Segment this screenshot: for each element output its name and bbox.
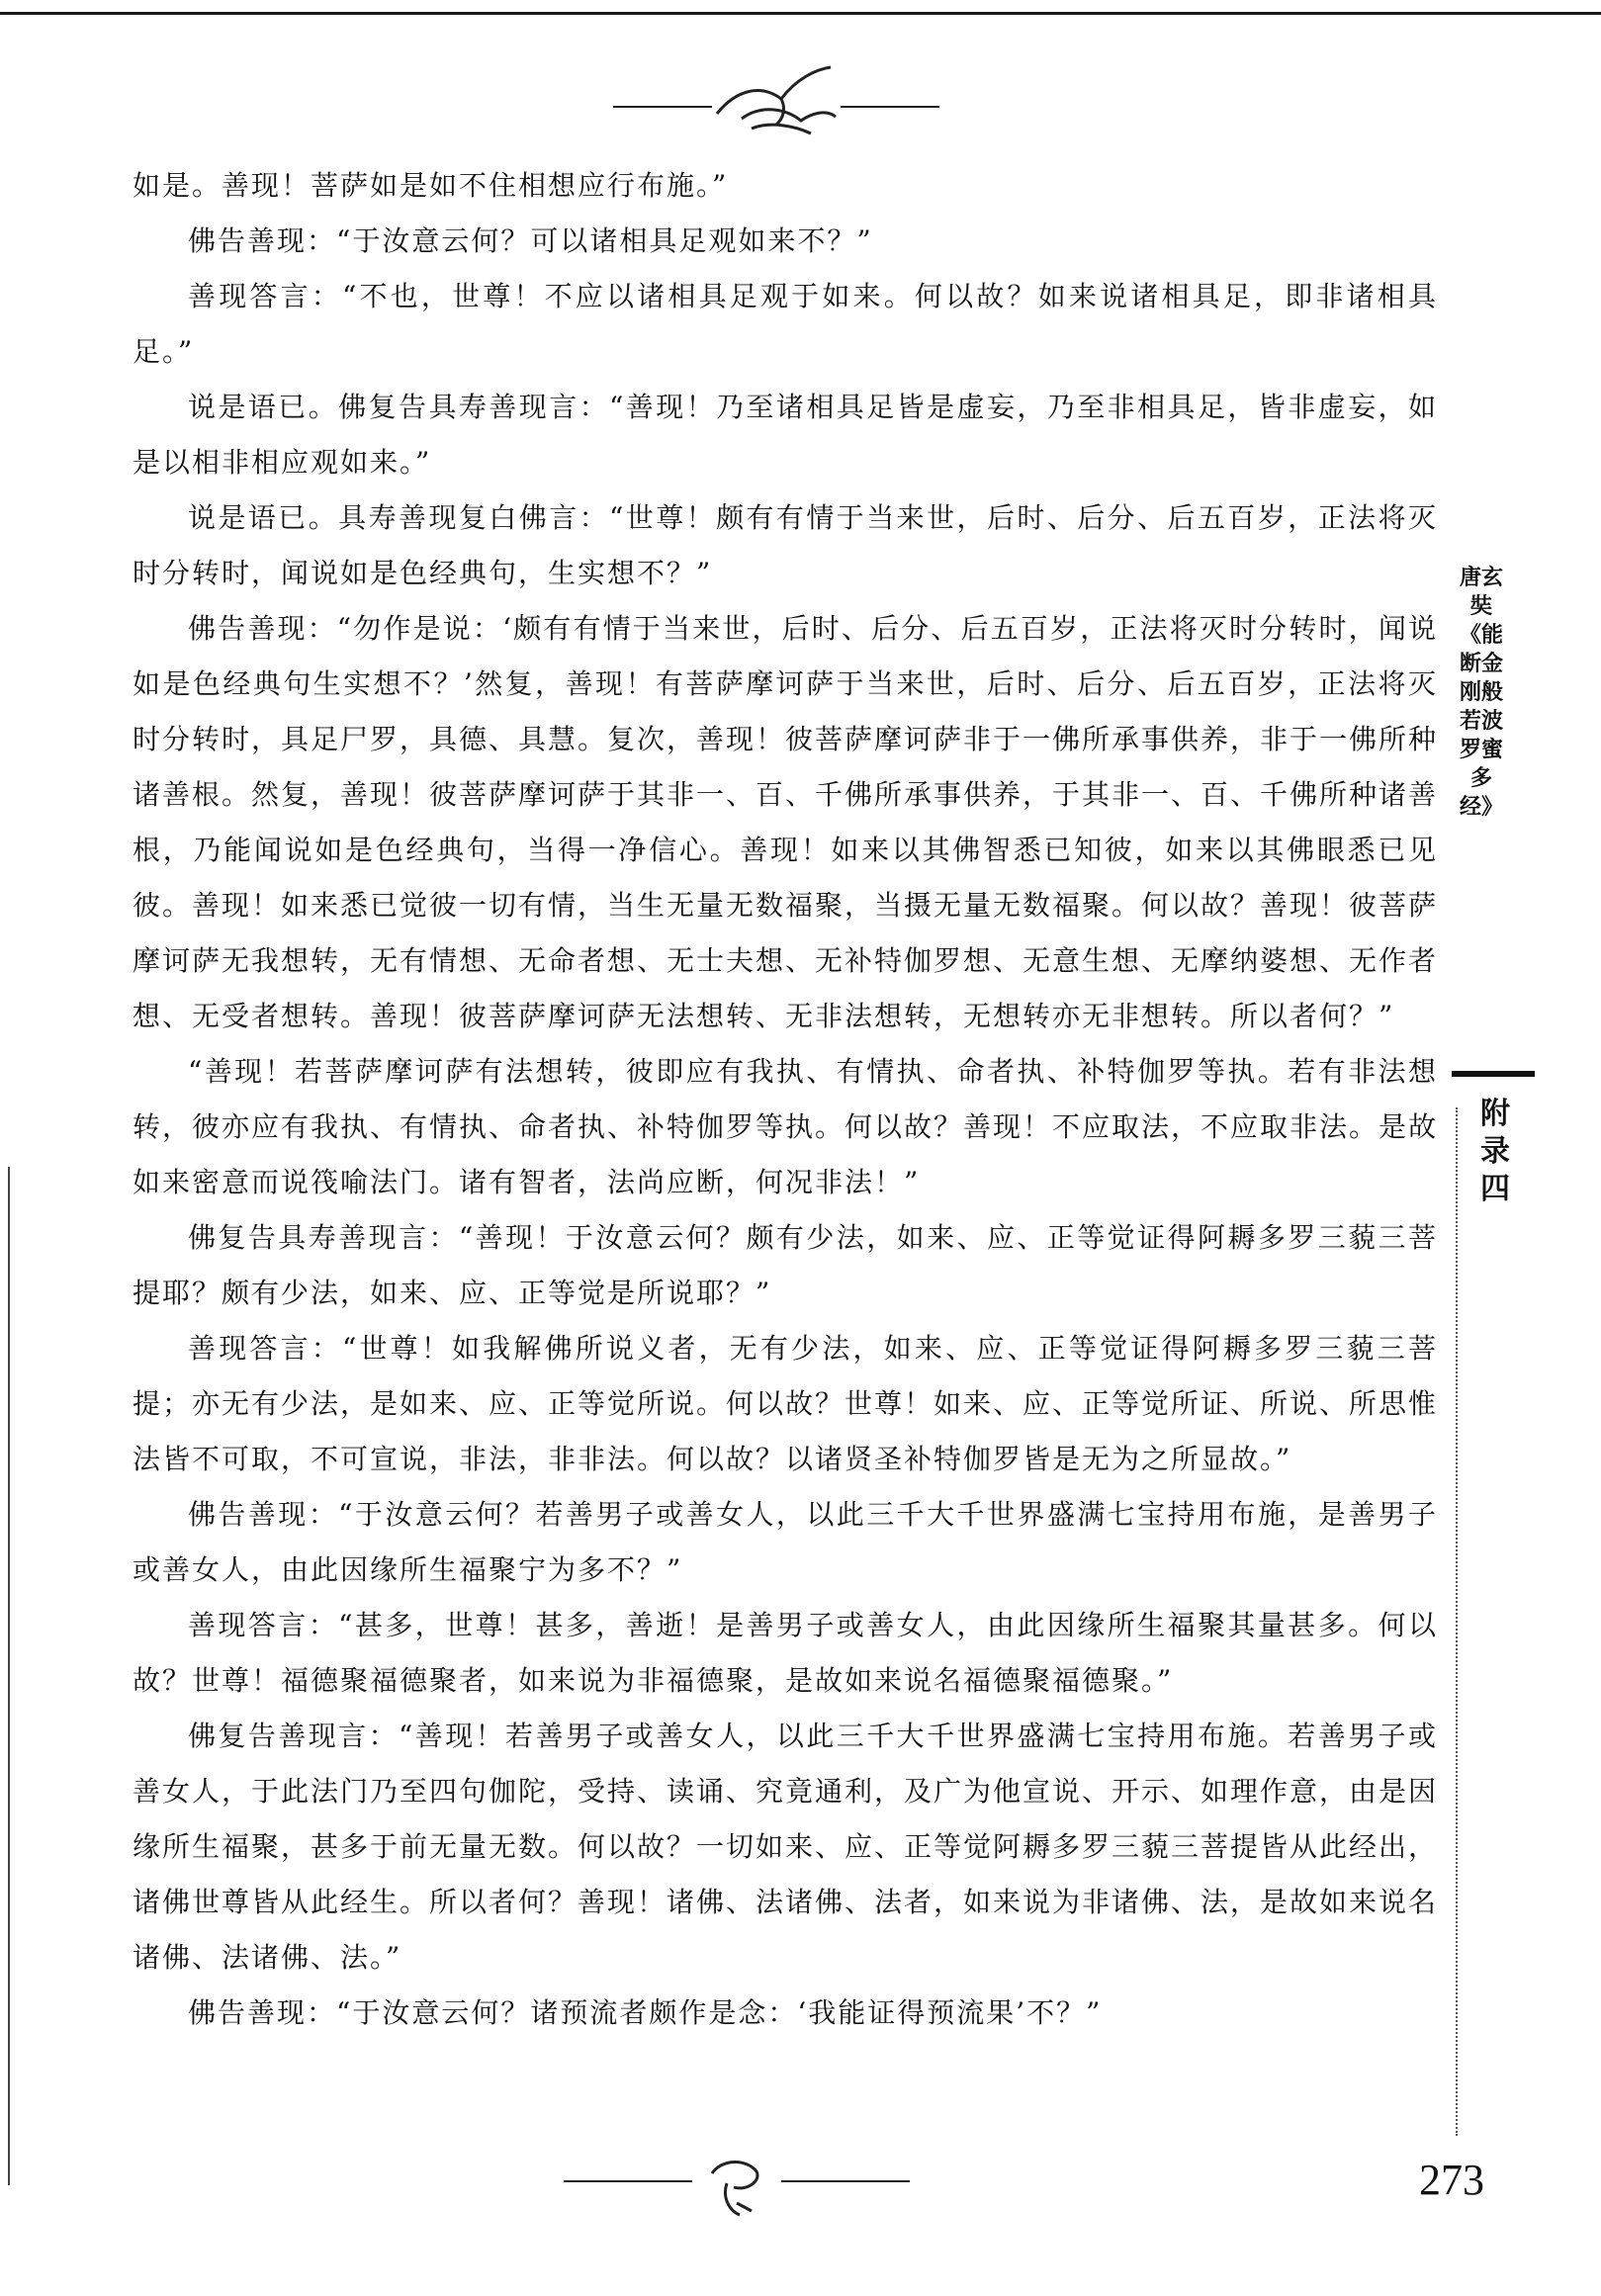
paragraph: 佛告善现：“于汝意云何？可以诸相具足观如来不？” xyxy=(188,224,873,257)
footer-ornament xyxy=(564,2154,910,2223)
sidebar-rule xyxy=(1452,1071,1535,1077)
page-number: 273 xyxy=(1419,2156,1484,2204)
section-label: 附录四 xyxy=(1480,1097,1510,1206)
body-text xyxy=(133,158,1438,2041)
paragraph: 如是。善现！菩萨如是如不住相想应行布施。” xyxy=(133,169,729,202)
header-ornament xyxy=(613,59,939,148)
scan-artifact xyxy=(8,1167,10,2185)
top-rule xyxy=(0,12,1601,15)
paragraph: 善现答言：“甚多，世尊！甚多，善逝！是善男子或善女人，由此因缘所生福聚其量甚多。何以故？世尊！福德聚福德聚者，如来说为非福德聚，是故如来说名福德聚福德聚。” xyxy=(133,1609,1438,1697)
paragraph: 善现答言：“世尊！如我解佛所说义者，无有少法，如来、应、正等觉证得阿耨多罗三藐三菩提；亦无有少法，是如来、应、正等觉所说。何以故？世尊！如来、应、正等觉所证、所说、所思惟法皆不可取，不可宣说，非法，非非法。何以故？以诸贤圣补特伽罗皆是无为之所显故。” xyxy=(133,1332,1439,1475)
paragraph: 说是语已。佛复告具寿善现言：“善现！乃至诸相具足皆是虚妄，乃至非相具足，皆非虚妄，如是以相非相应观如来。” xyxy=(133,391,1438,479)
paragraph: 说是语已。具寿善现复白佛言：“世尊！颇有有情于当来世，后时、后分、后五百岁，正法将灭时分转时，闻说如是色经典句，生实想不？” xyxy=(133,501,1438,589)
paragraph: 佛告善现：“勿作是说：‘颇有有情于当来世，后时、后分、后五百岁，正法将灭时分转时，闻说如是色经典句生实想不？’然复，善现！有菩萨摩诃萨于当来世，后时、后分、后五百岁，正法将灭时分转时，具足尸罗，具德、具慧。复次，善现！彼菩萨摩诃萨非于一佛所承事供养，非于一佛所种诸善根。然复，善现！彼菩萨摩诃萨于其非一、百、千佛所承事供养，于其非一、百、千佛所种诸善根，乃能闻说如是色经典句，当得一净信心。善现！如来以其佛智悉已知彼，如来以其佛眼悉已见彼。善现！如来悉已觉彼一切有情，当生无量无数福聚，当摄无量无数福聚。何以故？善现！彼菩萨摩诃萨无我想转，无有情想、无命者想、无士夫想、无补特伽罗想、无意生想、无摩纳婆想、无作者想、无受者想转。善现！彼菩萨摩诃萨无法想转、无非法想转，无想转亦无非想转。所以者何？” xyxy=(133,612,1439,1032)
sidebar-dotted-rule xyxy=(1456,1107,1458,2136)
running-title: 唐玄奘《能断金刚般若波罗蜜多经》 xyxy=(1460,565,1504,820)
paragraph: 佛告善现：“于汝意云何？若善男子或善女人，以此三千大千世界盛满七宝持用布施，是善男子或善女人，由此因缘所生福聚宁为多不？” xyxy=(133,1498,1438,1586)
paragraph: “善现！若菩萨摩诃萨有法想转，彼即应有我执、有情执、命者执、补特伽罗等执。若有非法想转，彼亦应有我执、有情执、命者执、补特伽罗等执。何以故？善现！不应取法，不应取非法。是故如来密意而说筏喻法门。诸有智者，法尚应断，何况非法！” xyxy=(133,1055,1439,1198)
paragraph: 佛复告善现言：“善现！若善男子或善女人，以此三千大千世界盛满七宝持用布施。若善男子或善女人，于此法门乃至四句伽陀，受持、读诵、究竟通利，及广为他宣说、开示、如理作意，由是因缘所生福聚，甚多于前无量无数。何以故？一切如来、应、正等觉阿耨多罗三藐三菩提皆从此经出，诸佛世尊皆从此经生。所以者何？善现！诸佛、法诸佛、法者，如来说为非诸佛、法，是故如来说名诸佛、法诸佛、法。” xyxy=(133,1720,1439,1974)
paragraph: 佛复告具寿善现言：“善现！于汝意云何？颇有少法，如来、应、正等觉证得阿耨多罗三藐三菩提耶？颇有少法，如来、应、正等觉是所说耶？” xyxy=(133,1221,1438,1309)
paragraph: 佛告善现：“于汝意云何？诸预流者颇作是念：‘我能证得预流果’不？” xyxy=(188,1996,1103,2029)
paragraph: 善现答言：“不也，世尊！不应以诸相具足观于如来。何以故？如来说诸相具足，即非诸相具足。” xyxy=(133,280,1438,368)
